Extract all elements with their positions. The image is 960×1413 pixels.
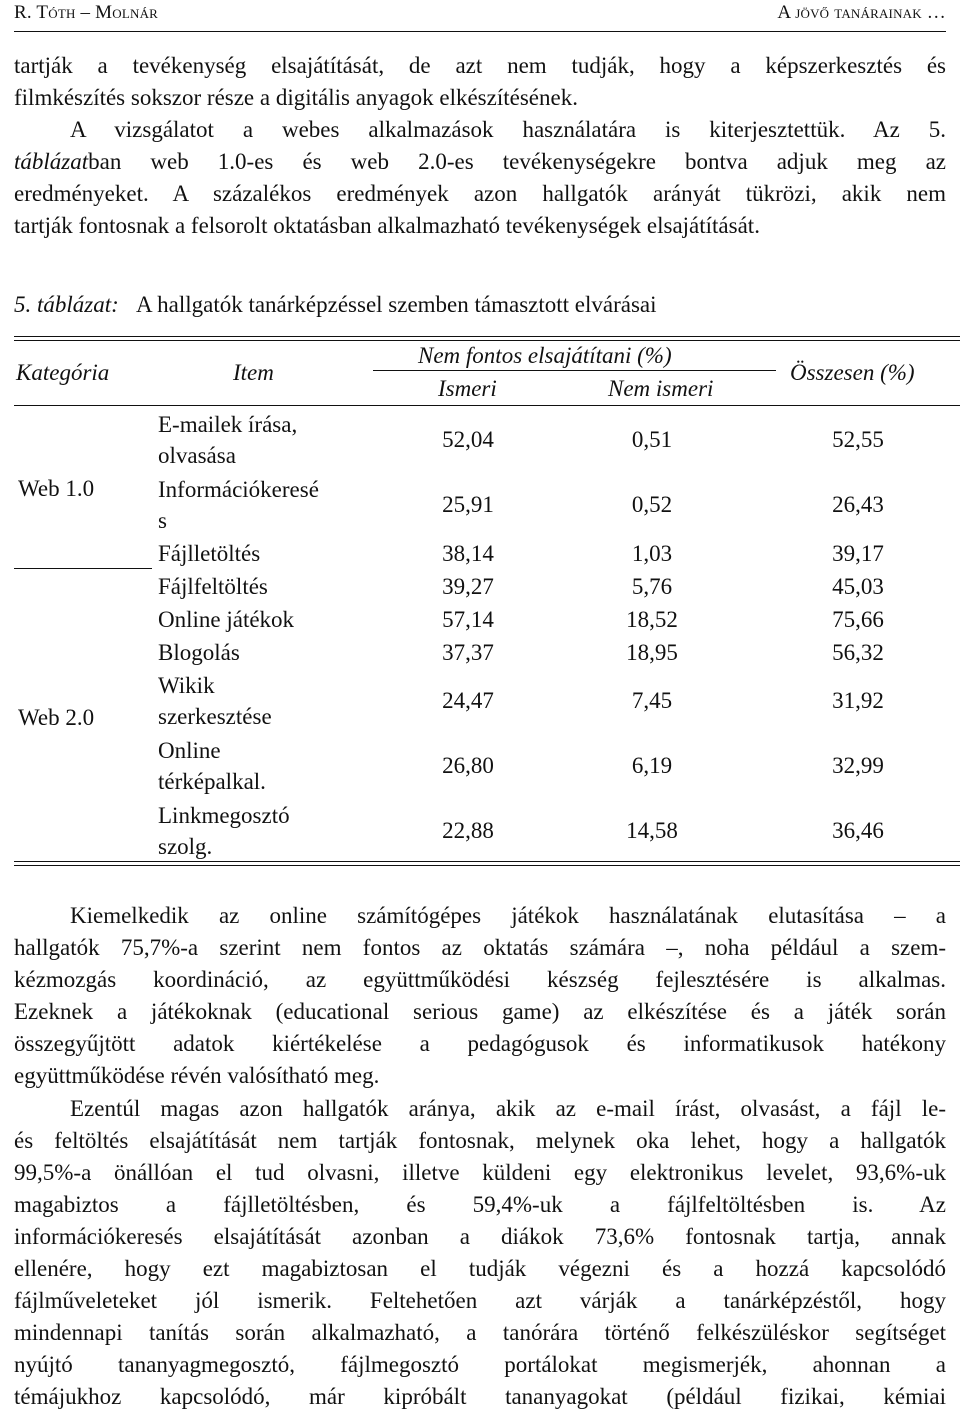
text-line <box>14 146 946 178</box>
caption-label: 5. táblázat: <box>14 292 119 317</box>
header-divider <box>14 31 946 32</box>
text-line: mindennapi tanítás során alkalmazható, a tanórára történő felkészüléskor segítséget <box>14 1320 946 1345</box>
header-not-important: Nem fontos elsajátítani (%) <box>418 343 672 368</box>
cell-unknown: 1,03 <box>631 541 673 566</box>
cell-unknown: 18,95 <box>626 640 678 665</box>
header-total: Összesen (%) <box>790 360 915 385</box>
item-line: Online <box>158 738 221 763</box>
text-line: információkeresés elsajátítását azonban a diákok 73,6% fontosnak tartja, annak <box>14 1224 946 1249</box>
table-item <box>158 670 272 732</box>
item-line: Információkeresé <box>158 477 319 502</box>
paragraph-games <box>14 900 946 1092</box>
cell-known: 37,37 <box>442 640 494 665</box>
item-line: Blogolás <box>158 640 240 665</box>
text-line: eredményeket. A százalékos eredmények azon hallgatók arányát tükrözi, akik nem <box>14 181 946 206</box>
cell-known: 57,14 <box>442 607 494 632</box>
category-divider <box>14 568 152 569</box>
text-line: ellenére, hogy ezt magabiztosan el tudják végezni és a hozzá kapcsolódó <box>14 1256 946 1281</box>
cell-unknown: 14,58 <box>626 818 678 843</box>
header-item: Item <box>233 360 274 385</box>
text-line <box>14 114 946 146</box>
item-line: szolg. <box>158 834 213 859</box>
table-item <box>158 604 294 635</box>
text-line: filmkészítés sokszor része a digitális anyagok elkészítésének. <box>14 85 578 110</box>
cell-total: 39,17 <box>832 541 884 566</box>
item-line: Linkmegosztó <box>158 803 290 828</box>
text-line: hallgatók 75,7%-a szerint nem fontos az oktatás számára –, noha például a szem- <box>14 935 946 960</box>
category-web2: Web 2.0 <box>18 705 95 730</box>
running-head-title: A jövő tanárainak … <box>777 2 946 23</box>
cell-known: 26,80 <box>442 753 494 778</box>
item-line: E-mailek írása, <box>158 412 298 437</box>
item-line: térképalkal. <box>158 769 266 794</box>
running-head <box>14 2 946 28</box>
item-line: olvasása <box>158 443 236 468</box>
cell-total: 52,55 <box>832 427 884 452</box>
intro-paragraph <box>14 50 946 242</box>
cell-total: 45,03 <box>832 574 884 599</box>
cell-known: 39,27 <box>442 574 494 599</box>
item-line: szerkesztése <box>158 704 272 729</box>
cell-unknown: 7,45 <box>631 688 673 713</box>
table-item <box>158 474 319 536</box>
text-line: és feltöltés elsajátítását nem tartják fontosnak, melynek oka lehet, hogy a hallgatók <box>14 1128 946 1153</box>
text-line: összegyűjtött adatok kiértékelése a pedagógusok és informatikusok hatékony <box>14 1031 946 1056</box>
table-item <box>158 800 290 862</box>
cell-known: 52,04 <box>442 427 494 452</box>
table-item <box>158 409 297 471</box>
cell-known: 25,91 <box>442 492 494 517</box>
cell-total: 31,92 <box>832 688 884 713</box>
cell-known: 22,88 <box>442 818 494 843</box>
item-line: Fájlfeltöltés <box>158 574 268 599</box>
table-item <box>158 735 266 797</box>
text-line: Ezeknek a játékoknak (educational serious game) az elkészítése és a játék során <box>14 999 946 1024</box>
item-line: Online játékok <box>158 607 295 632</box>
text-line: kézmozgás koordináció, az együttműködési készség fejlesztésére is alkalmas. <box>14 967 946 992</box>
header-known: Ismeri <box>438 376 497 401</box>
text-span: táblázatban web 1.0-es és web 2.0-es tevékenységekre bontva adjuk meg az <box>14 149 946 174</box>
text-span: A vizsgálatot a webes alkalmazások használatára is kiterjesztettük. Az 5. <box>70 117 946 142</box>
table-item <box>158 571 268 602</box>
cell-unknown: 5,76 <box>631 574 673 599</box>
cell-unknown: 0,52 <box>631 492 673 517</box>
cell-unknown: 0,51 <box>631 427 673 452</box>
cell-unknown: 6,19 <box>631 753 673 778</box>
text-line: fájlműveleteket jól ismerik. Feltehetően azt várják a tanárképzéstől, hogy <box>14 1288 946 1313</box>
text-line: Ezentúl magas azon hallgatók aránya, akik az e-mail írást, olvasást, a fájl le- <box>70 1096 946 1121</box>
running-head-authors: R. Tóth – Molnár <box>14 2 159 23</box>
category-web1: Web 1.0 <box>18 476 95 501</box>
header-category: Kategória <box>16 360 110 385</box>
caption-text: A hallgatók tanárképzéssel szemben támasztott elvárásai <box>136 292 657 317</box>
header-subrule <box>373 370 776 371</box>
text-line: tartják fontosnak a felsorolt oktatásban alkalmazható tevékenységek elsajátítását. <box>14 213 760 238</box>
paragraph-email <box>14 1093 946 1413</box>
cell-total: 36,46 <box>832 818 884 843</box>
cell-known: 38,14 <box>442 541 494 566</box>
text-line: Kiemelkedik az online számítógépes játékok használatának elutasítása – a <box>70 903 946 928</box>
text-line: témájukhoz kapcsolódó, már kipróbált tananyagokat (például fizikai, kémiai <box>14 1384 946 1409</box>
text-line: 99,5%-a önállóan el tud olvasni, illetve küldeni egy elektronikus levelet, 93,6%-uk <box>14 1160 946 1185</box>
text-line: együttműködése révén valósítható meg. <box>14 1063 380 1088</box>
header-bottom-rule <box>14 405 960 406</box>
item-line: s <box>158 508 167 533</box>
text-line: magabiztos a fájlletöltésben, és 59,4%-uk a fájlfeltöltésben is. Az <box>14 1192 946 1217</box>
item-line: Wikik <box>158 673 215 698</box>
italic-term: táblázat <box>14 149 89 174</box>
cell-unknown: 18,52 <box>626 607 678 632</box>
header-unknown: Nem ismeri <box>608 376 714 401</box>
cell-total: 75,66 <box>832 607 884 632</box>
table-item <box>158 637 240 668</box>
cell-total: 32,99 <box>832 753 884 778</box>
text-line: nyújtó tananyagmegosztó, fájlmegosztó portálokat megismerjék, ahonnan a <box>14 1352 946 1377</box>
cell-known: 24,47 <box>442 688 494 713</box>
table-bottom-rule <box>14 861 960 866</box>
cell-total: 56,32 <box>832 640 884 665</box>
item-line: Fájlletöltés <box>158 541 261 566</box>
table-item <box>158 538 260 569</box>
cell-total: 26,43 <box>832 492 884 517</box>
table-caption <box>14 289 657 321</box>
text-line: tartják a tevékenység elsajátítását, de azt nem tudják, hogy a képszerkesztés és <box>14 53 946 78</box>
